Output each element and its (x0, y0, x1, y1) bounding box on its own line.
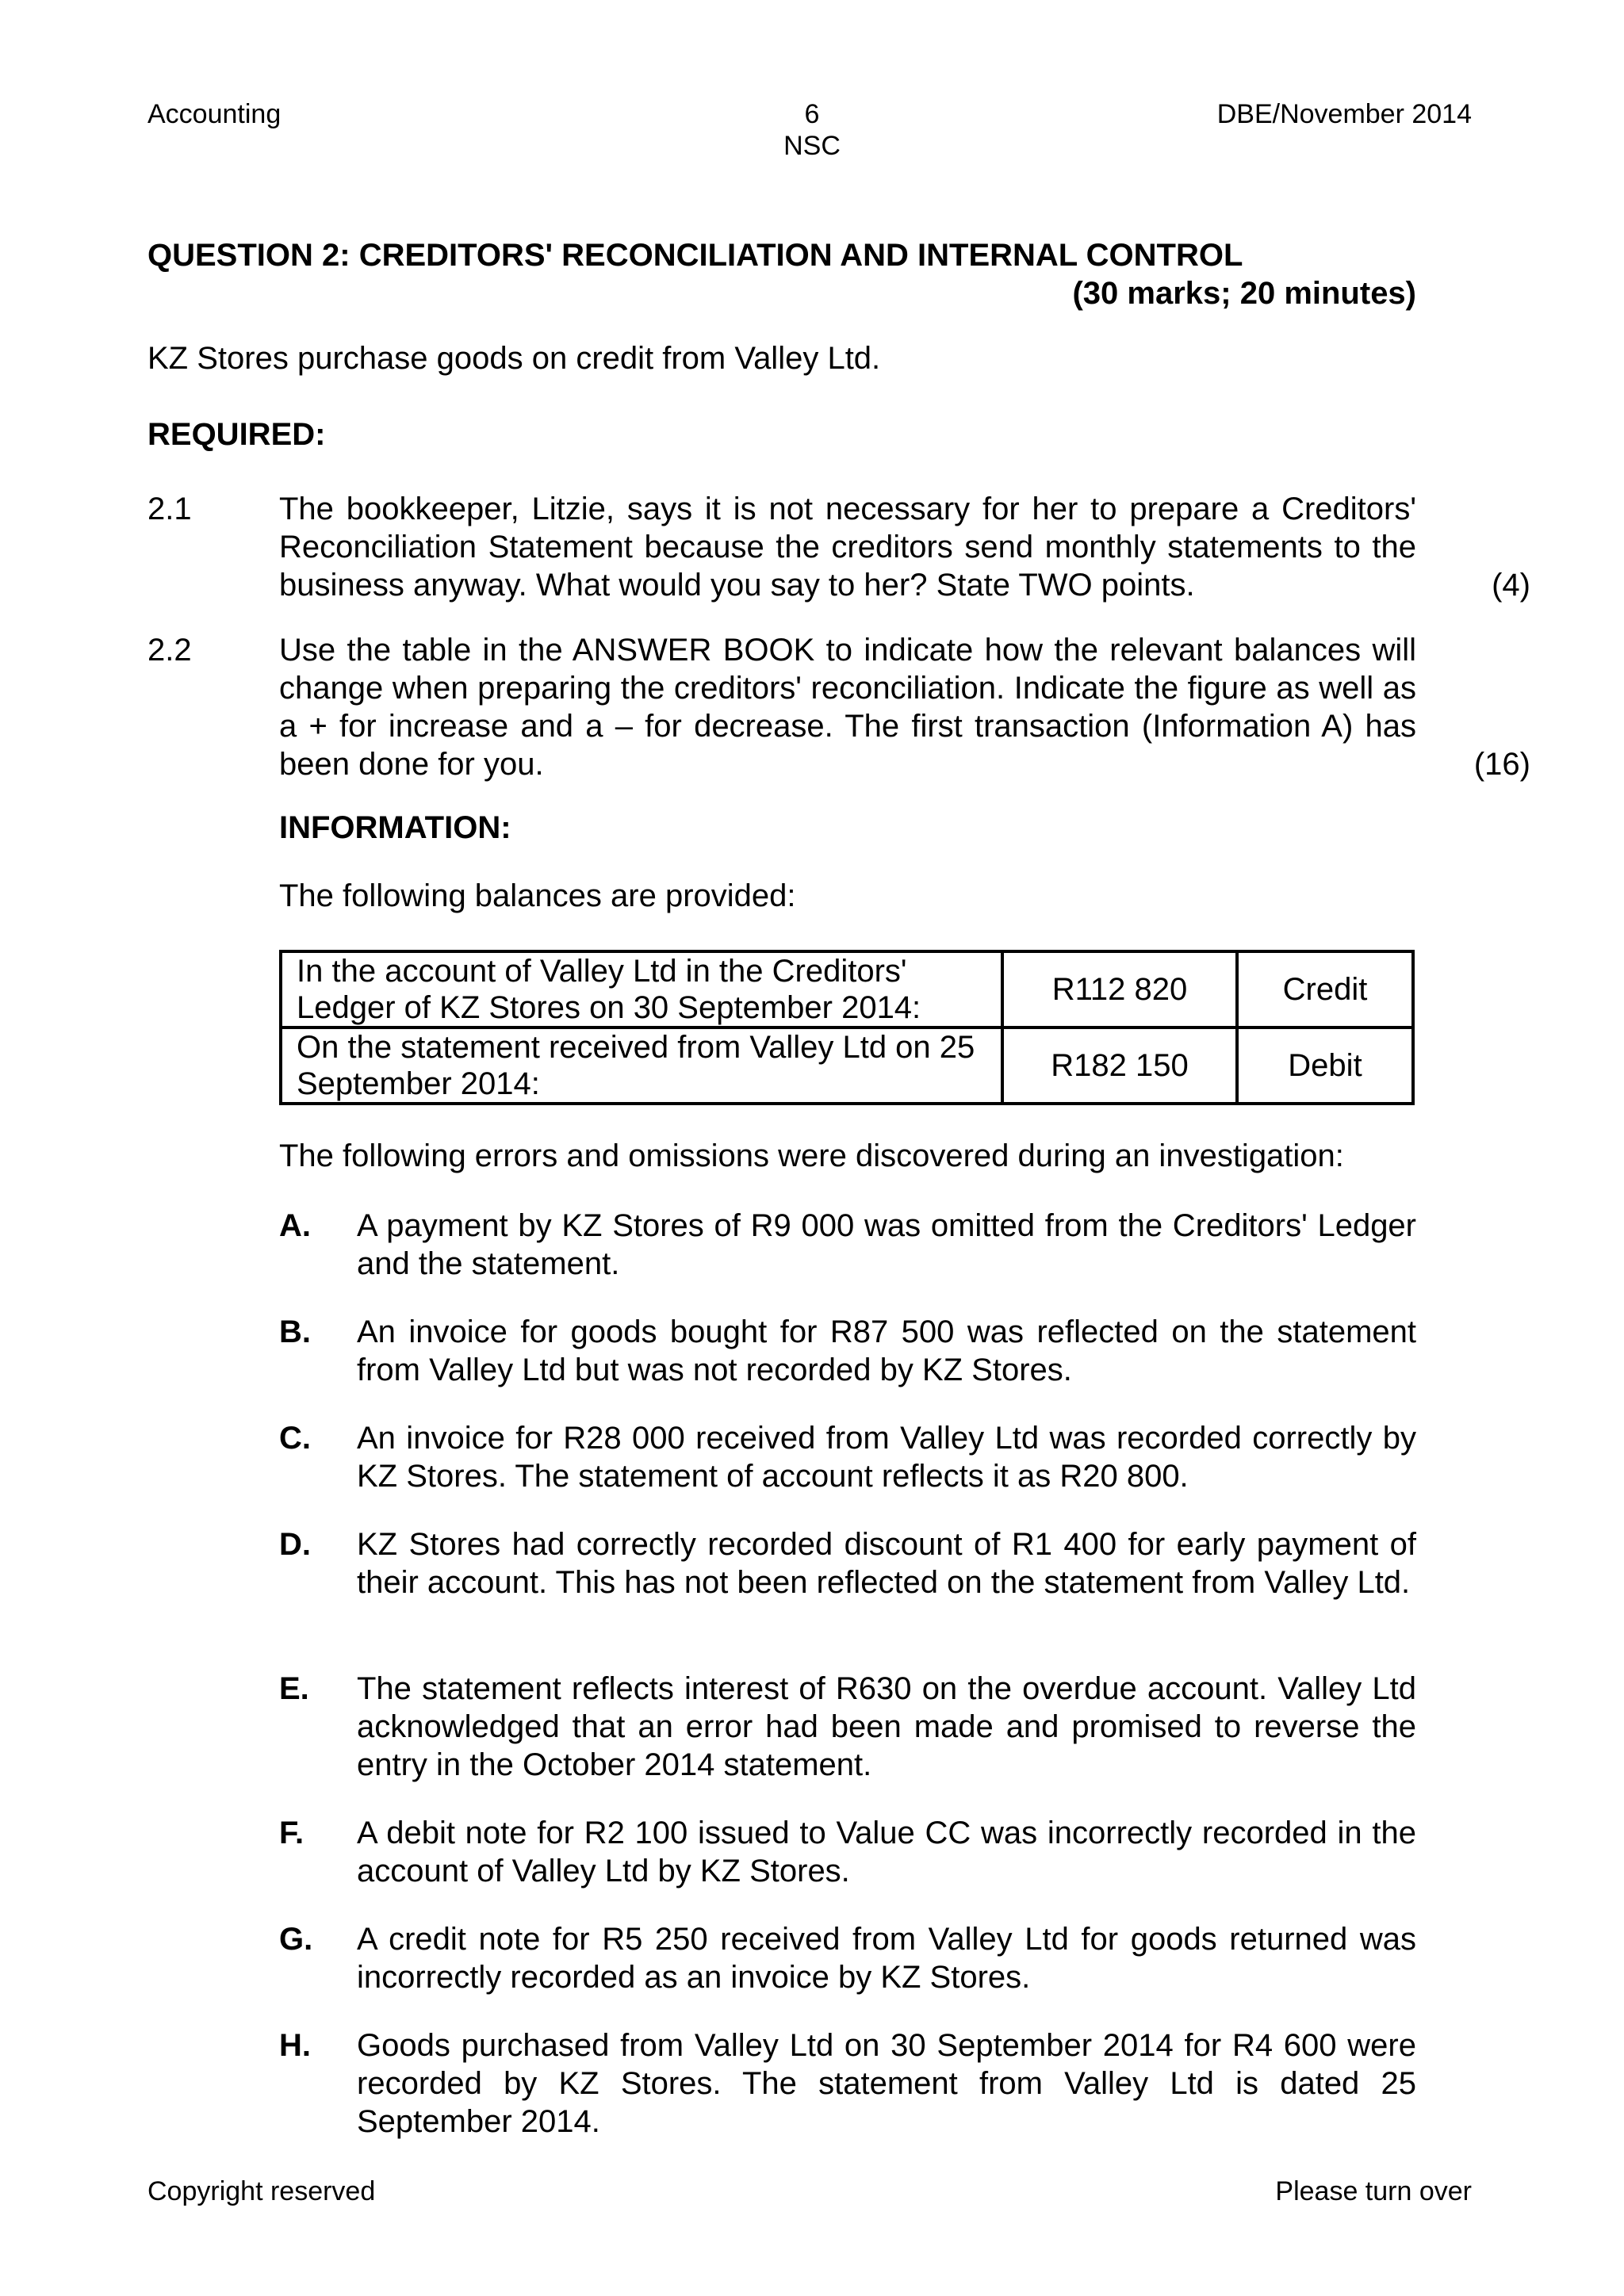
error-letter: C. (279, 1421, 311, 1456)
header-exam: DBE/November 2014 (1216, 99, 1472, 129)
header-subject: Accounting (147, 99, 282, 129)
balances-intro: The following balances are provided: (279, 878, 796, 913)
errors-intro: The following errors and omissions were discovered during an investigation: (279, 1138, 1344, 1173)
footer-continue: Please turn over (1275, 2176, 1472, 2206)
subquestion-text: Use the table in the ANSWER BOOK to indicate how the relevant balances will change when preparing the creditors' reconciliation. Indicate the figure as well as a + for increase and a – for decrease. The first transaction (Information A) has been done for you. (279, 633, 1416, 782)
balance-description: On the statement received from Valley Ltd on 25 September 2014: (281, 1027, 1002, 1104)
error-letter: G. (279, 1922, 313, 1957)
footer-copyright: Copyright reserved (147, 2176, 376, 2206)
error-letter: B. (279, 1314, 311, 1349)
subquestion-number: 2.2 (147, 633, 192, 668)
header-level: NSC (783, 131, 841, 161)
table-row (281, 1027, 1413, 1104)
balance-amount: R112 820 (1002, 951, 1237, 1027)
header-page-number: 6 (804, 99, 820, 129)
information-label: INFORMATION: (279, 810, 511, 845)
balances-table (279, 950, 1415, 1105)
error-text: An invoice for goods bought for R87 500 was reflected on the statement from Valley Ltd but was not recorded by KZ Stores. (357, 1314, 1416, 1387)
subquestion-marks: (16) (1473, 747, 1530, 782)
balance-amount: R182 150 (1002, 1027, 1237, 1104)
subquestion-number: 2.1 (147, 492, 192, 526)
table-row (281, 951, 1413, 1027)
balance-description: In the account of Valley Ltd in the Creditors' Ledger of KZ Stores on 30 September 2014: (281, 951, 1002, 1027)
balance-side: Credit (1237, 951, 1413, 1027)
error-letter: A. (279, 1208, 311, 1243)
subquestion-text: The bookkeeper, Litzie, says it is not necessary for her to prepare a Creditors' Reconciliation Statement because the creditors send monthly statements to the business anyway. What would you say to her? State TWO points. (279, 492, 1416, 603)
error-letter: D. (279, 1527, 311, 1562)
error-text: A payment by KZ Stores of R9 000 was omitted from the Creditors' Ledger and the statement. (357, 1208, 1416, 1281)
required-label: REQUIRED: (147, 417, 326, 452)
error-text: An invoice for R28 000 received from Valley Ltd was recorded correctly by KZ Stores. The statement of account reflects it as R20 800. (357, 1421, 1416, 1494)
error-letter: F. (279, 1816, 304, 1850)
question-intro: KZ Stores purchase goods on credit from Valley Ltd. (147, 341, 881, 376)
subquestion-marks: (4) (1492, 568, 1530, 603)
question-marks: (30 marks; 20 minutes) (1072, 276, 1416, 311)
error-text: KZ Stores had correctly recorded discount of R1 400 for early payment of their account. This has not been reflected on the statement from Valley Ltd. (357, 1527, 1416, 1600)
error-text: Goods purchased from Valley Ltd on 30 September 2014 for R4 600 were recorded by KZ Stores. The statement from Valley Ltd is dated 25 September 2014. (357, 2028, 1416, 2139)
error-text: The statement reflects interest of R630 on the overdue account. Valley Ltd acknowledged that an error had been made and promised to reverse the entry in the October 2014 statement. (357, 1671, 1416, 1782)
error-letter: H. (279, 2028, 311, 2063)
balance-side: Debit (1237, 1027, 1413, 1104)
question-title: QUESTION 2: CREDITORS' RECONCILIATION AND INTERNAL CONTROL (147, 238, 1243, 273)
error-letter: E. (279, 1671, 309, 1706)
error-text: A debit note for R2 100 issued to Value CC was incorrectly recorded in the account of Valley Ltd by KZ Stores. (357, 1816, 1416, 1888)
error-text: A credit note for R5 250 received from Valley Ltd for goods returned was incorrectly recorded as an invoice by KZ Stores. (357, 1922, 1416, 1995)
